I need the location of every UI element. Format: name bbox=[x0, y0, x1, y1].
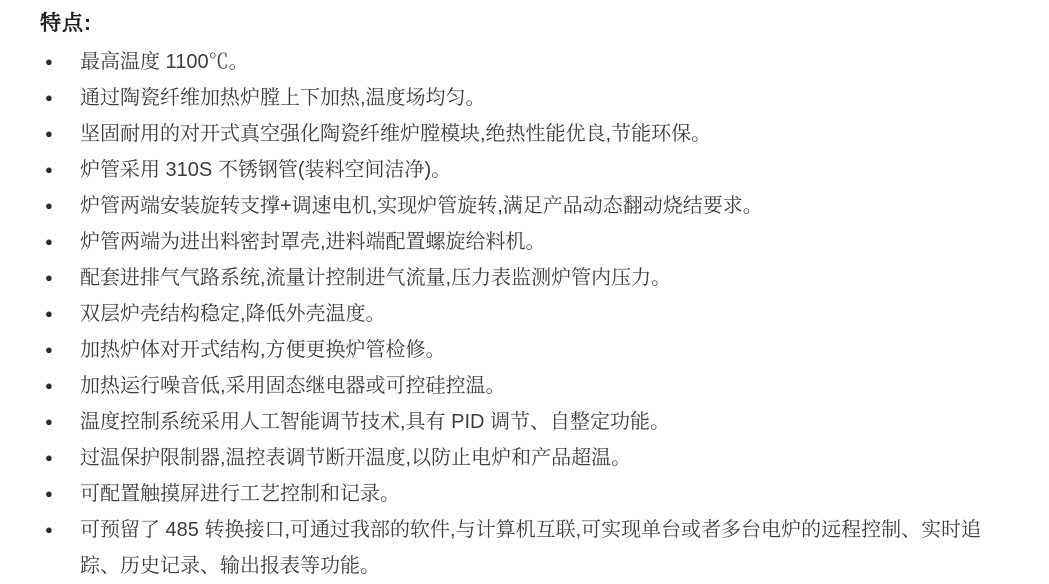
feature-text: 炉管采用 310S 不锈钢管(装料空间洁净)。 bbox=[80, 159, 452, 181]
feature-text: 加热运行噪音低,采用固态继电器或可控硅控温。 bbox=[80, 375, 506, 397]
feature-list-item bbox=[40, 152, 1021, 188]
feature-list-item bbox=[40, 368, 1021, 404]
feature-list-item bbox=[40, 332, 1021, 368]
feature-list-item bbox=[40, 224, 1021, 260]
bullet-icon: ● bbox=[45, 414, 53, 429]
feature-text: 通过陶瓷纤维加热炉膛上下加热,温度场均匀。 bbox=[80, 87, 486, 109]
bullet-icon: ● bbox=[45, 306, 53, 321]
feature-list-item bbox=[40, 440, 1021, 476]
bullet-icon: ● bbox=[45, 342, 53, 357]
bullet-icon: ● bbox=[45, 162, 53, 177]
bullet-icon: ● bbox=[45, 234, 53, 249]
feature-text: 坚固耐用的对开式真空强化陶瓷纤维炉膛模块,绝热性能优良,节能环保。 bbox=[80, 123, 712, 145]
feature-list-item bbox=[40, 476, 1021, 512]
feature-list-item bbox=[40, 44, 1021, 80]
feature-list-item bbox=[40, 512, 1021, 584]
feature-text: 炉管两端为进出料密封罩壳,进料端配置螺旋给料机。 bbox=[80, 231, 546, 253]
feature-list-item bbox=[40, 404, 1021, 440]
feature-list-item bbox=[40, 296, 1021, 332]
bullet-icon: ● bbox=[45, 522, 53, 537]
feature-text: 炉管两端安装旋转支撑+调速电机,实现炉管旋转,满足产品动态翻动烧结要求。 bbox=[80, 195, 763, 217]
feature-list-item bbox=[40, 260, 1021, 296]
feature-text: 可配置触摸屏进行工艺控制和记录。 bbox=[80, 483, 400, 505]
bullet-icon: ● bbox=[45, 90, 53, 105]
feature-text: 双层炉壳结构稳定,降低外壳温度。 bbox=[80, 303, 386, 325]
bullet-icon: ● bbox=[45, 270, 53, 285]
features-list bbox=[40, 44, 1021, 584]
bullet-icon: ● bbox=[45, 126, 53, 141]
features-heading: 特点: bbox=[40, 12, 92, 35]
feature-text: 配套进排气气路系统,流量计控制进气流量,压力表监测炉管内压力。 bbox=[80, 267, 672, 289]
bullet-icon: ● bbox=[45, 378, 53, 393]
bullet-icon: ● bbox=[45, 54, 53, 69]
feature-list-item bbox=[40, 116, 1021, 152]
bullet-icon: ● bbox=[45, 198, 53, 213]
feature-text: 过温保护限制器,温控表调节断开温度,以防止电炉和产品超温。 bbox=[80, 447, 632, 469]
feature-text: 加热炉体对开式结构,方便更换炉管检修。 bbox=[80, 339, 446, 361]
feature-text: 最高温度 1100℃。 bbox=[80, 51, 249, 73]
bullet-icon: ● bbox=[45, 486, 53, 501]
feature-list-item bbox=[40, 80, 1021, 116]
bullet-icon: ● bbox=[45, 450, 53, 465]
feature-list-item bbox=[40, 188, 1021, 224]
feature-text: 温度控制系统采用人工智能调节技术,具有 PID 调节、自整定功能。 bbox=[80, 411, 671, 433]
feature-text: 可预留了 485 转换接口,可通过我部的软件,与计算机互联,可实现单台或者多台电炉的远程控制、实时追踪、历史记录、输出报表等功能。 bbox=[80, 519, 982, 577]
